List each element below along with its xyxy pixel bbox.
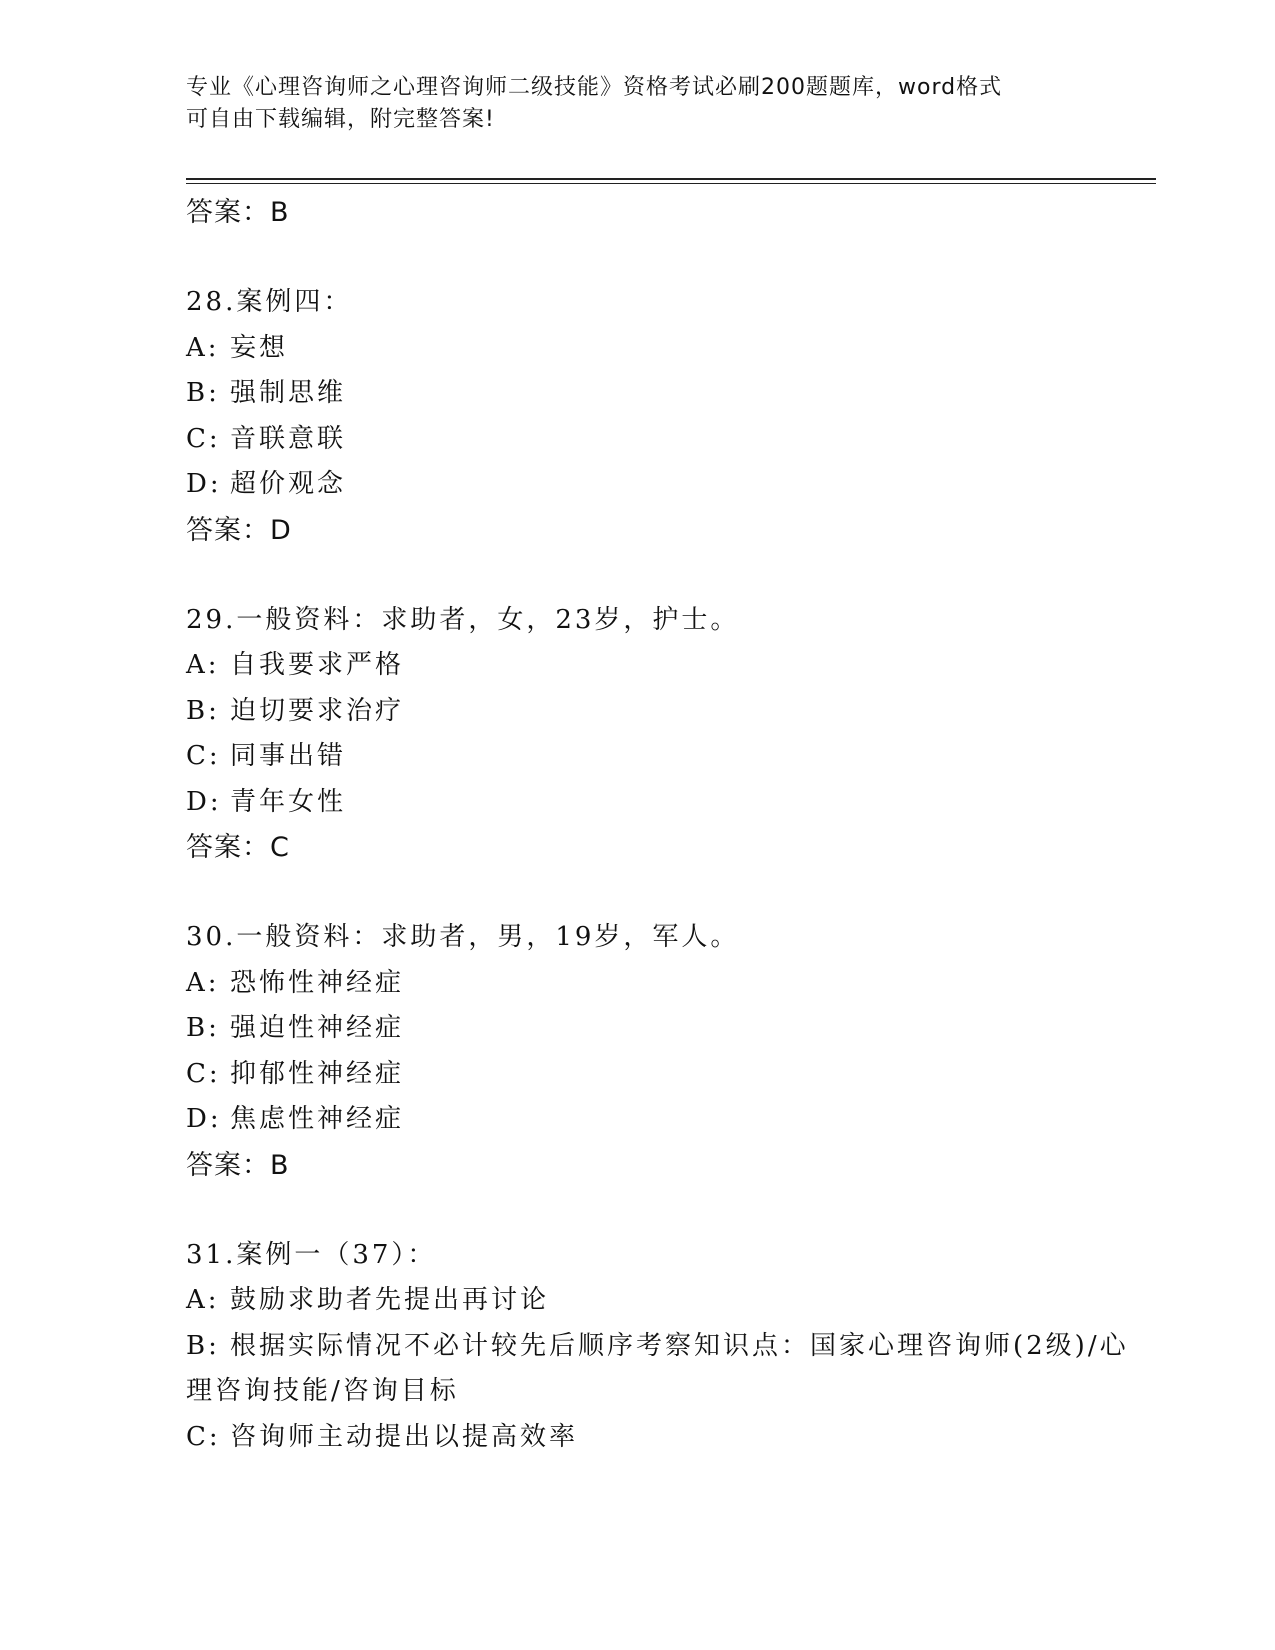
option-d xyxy=(186,1097,1146,1143)
option-text: 同事出错 xyxy=(230,741,347,771)
option-text: 恐怖性神经症 xyxy=(230,967,405,998)
option-b xyxy=(186,371,1146,417)
option-text: 鼓励求助者先提出再讨论 xyxy=(230,1285,550,1315)
header-divider xyxy=(186,178,1156,180)
option-a xyxy=(186,643,1146,689)
option-text: 自我要求严格 xyxy=(230,650,405,680)
option-text: 青年女性 xyxy=(230,786,347,817)
option-text: 咨询师主动提出以提高效率 xyxy=(230,1421,579,1452)
question-stem: 30.一般资料：求助者，男，19岁，军人。 xyxy=(186,922,740,952)
option-text: 强迫性神经症 xyxy=(230,1013,405,1043)
option-label: C: xyxy=(186,741,221,771)
option-b xyxy=(186,689,1146,735)
option-text: 根据实际情况不必计较先后顺序考察知识点：国家心理咨询师(2级)/心理咨询技能/咨询目标 xyxy=(186,1330,1129,1406)
option-label: C: xyxy=(186,1058,221,1089)
header-line-1: 专业《心理咨询师之心理咨询师二级技能》资格考试必刷200题题库，word格式 xyxy=(186,75,1003,100)
question-31 xyxy=(186,1233,1146,1461)
option-c xyxy=(186,417,1146,463)
option-text: 妄想 xyxy=(230,332,289,363)
option-label: A: xyxy=(186,650,220,680)
option-label: B: xyxy=(186,695,220,726)
option-c xyxy=(186,734,1146,780)
option-label: B: xyxy=(186,1330,220,1361)
option-a xyxy=(186,326,1146,372)
question-stem: 28.案例四： xyxy=(186,287,353,317)
option-d xyxy=(186,462,1146,508)
question-list xyxy=(186,190,1146,1460)
option-b xyxy=(186,1006,1146,1052)
question-stem: 29.一般资料：求助者，女，23岁，护士。 xyxy=(186,604,740,635)
option-text: 焦虑性神经症 xyxy=(230,1104,405,1134)
question-30 xyxy=(186,915,1146,1189)
option-label: A: xyxy=(186,967,220,998)
answer-line: 答案：B xyxy=(186,1149,290,1181)
option-label: D: xyxy=(186,786,222,817)
option-label: B: xyxy=(186,378,220,408)
question-28 xyxy=(186,280,1146,554)
option-text: 超价观念 xyxy=(230,469,347,499)
option-a xyxy=(186,1278,1146,1324)
option-label: D: xyxy=(186,469,222,499)
option-label: A: xyxy=(186,332,220,363)
question-stem: 31.案例一（37）： xyxy=(186,1239,437,1270)
header-divider-thin xyxy=(186,183,1156,184)
option-label: D: xyxy=(186,1104,222,1134)
header-line-2: 可自由下载编辑，附完整答案! xyxy=(186,107,495,132)
option-label: A: xyxy=(186,1285,220,1315)
option-label: B: xyxy=(186,1013,220,1043)
answer-line: 答案：D xyxy=(186,514,292,546)
option-text: 抑郁性神经症 xyxy=(230,1058,405,1089)
option-d xyxy=(186,780,1146,826)
option-text: 强制思维 xyxy=(230,378,347,408)
option-c xyxy=(186,1052,1146,1098)
option-text: 音联意联 xyxy=(230,423,347,454)
option-c xyxy=(186,1415,1146,1461)
answer-line: 答案：C xyxy=(186,832,290,863)
option-label: C: xyxy=(186,1421,221,1452)
answer-line: 答案：B xyxy=(186,197,290,228)
document-header xyxy=(186,72,1066,136)
option-a xyxy=(186,961,1146,1007)
question-29 xyxy=(186,598,1146,872)
option-text: 迫切要求治疗 xyxy=(230,695,405,726)
option-b xyxy=(186,1324,1146,1415)
option-label: C: xyxy=(186,423,221,454)
